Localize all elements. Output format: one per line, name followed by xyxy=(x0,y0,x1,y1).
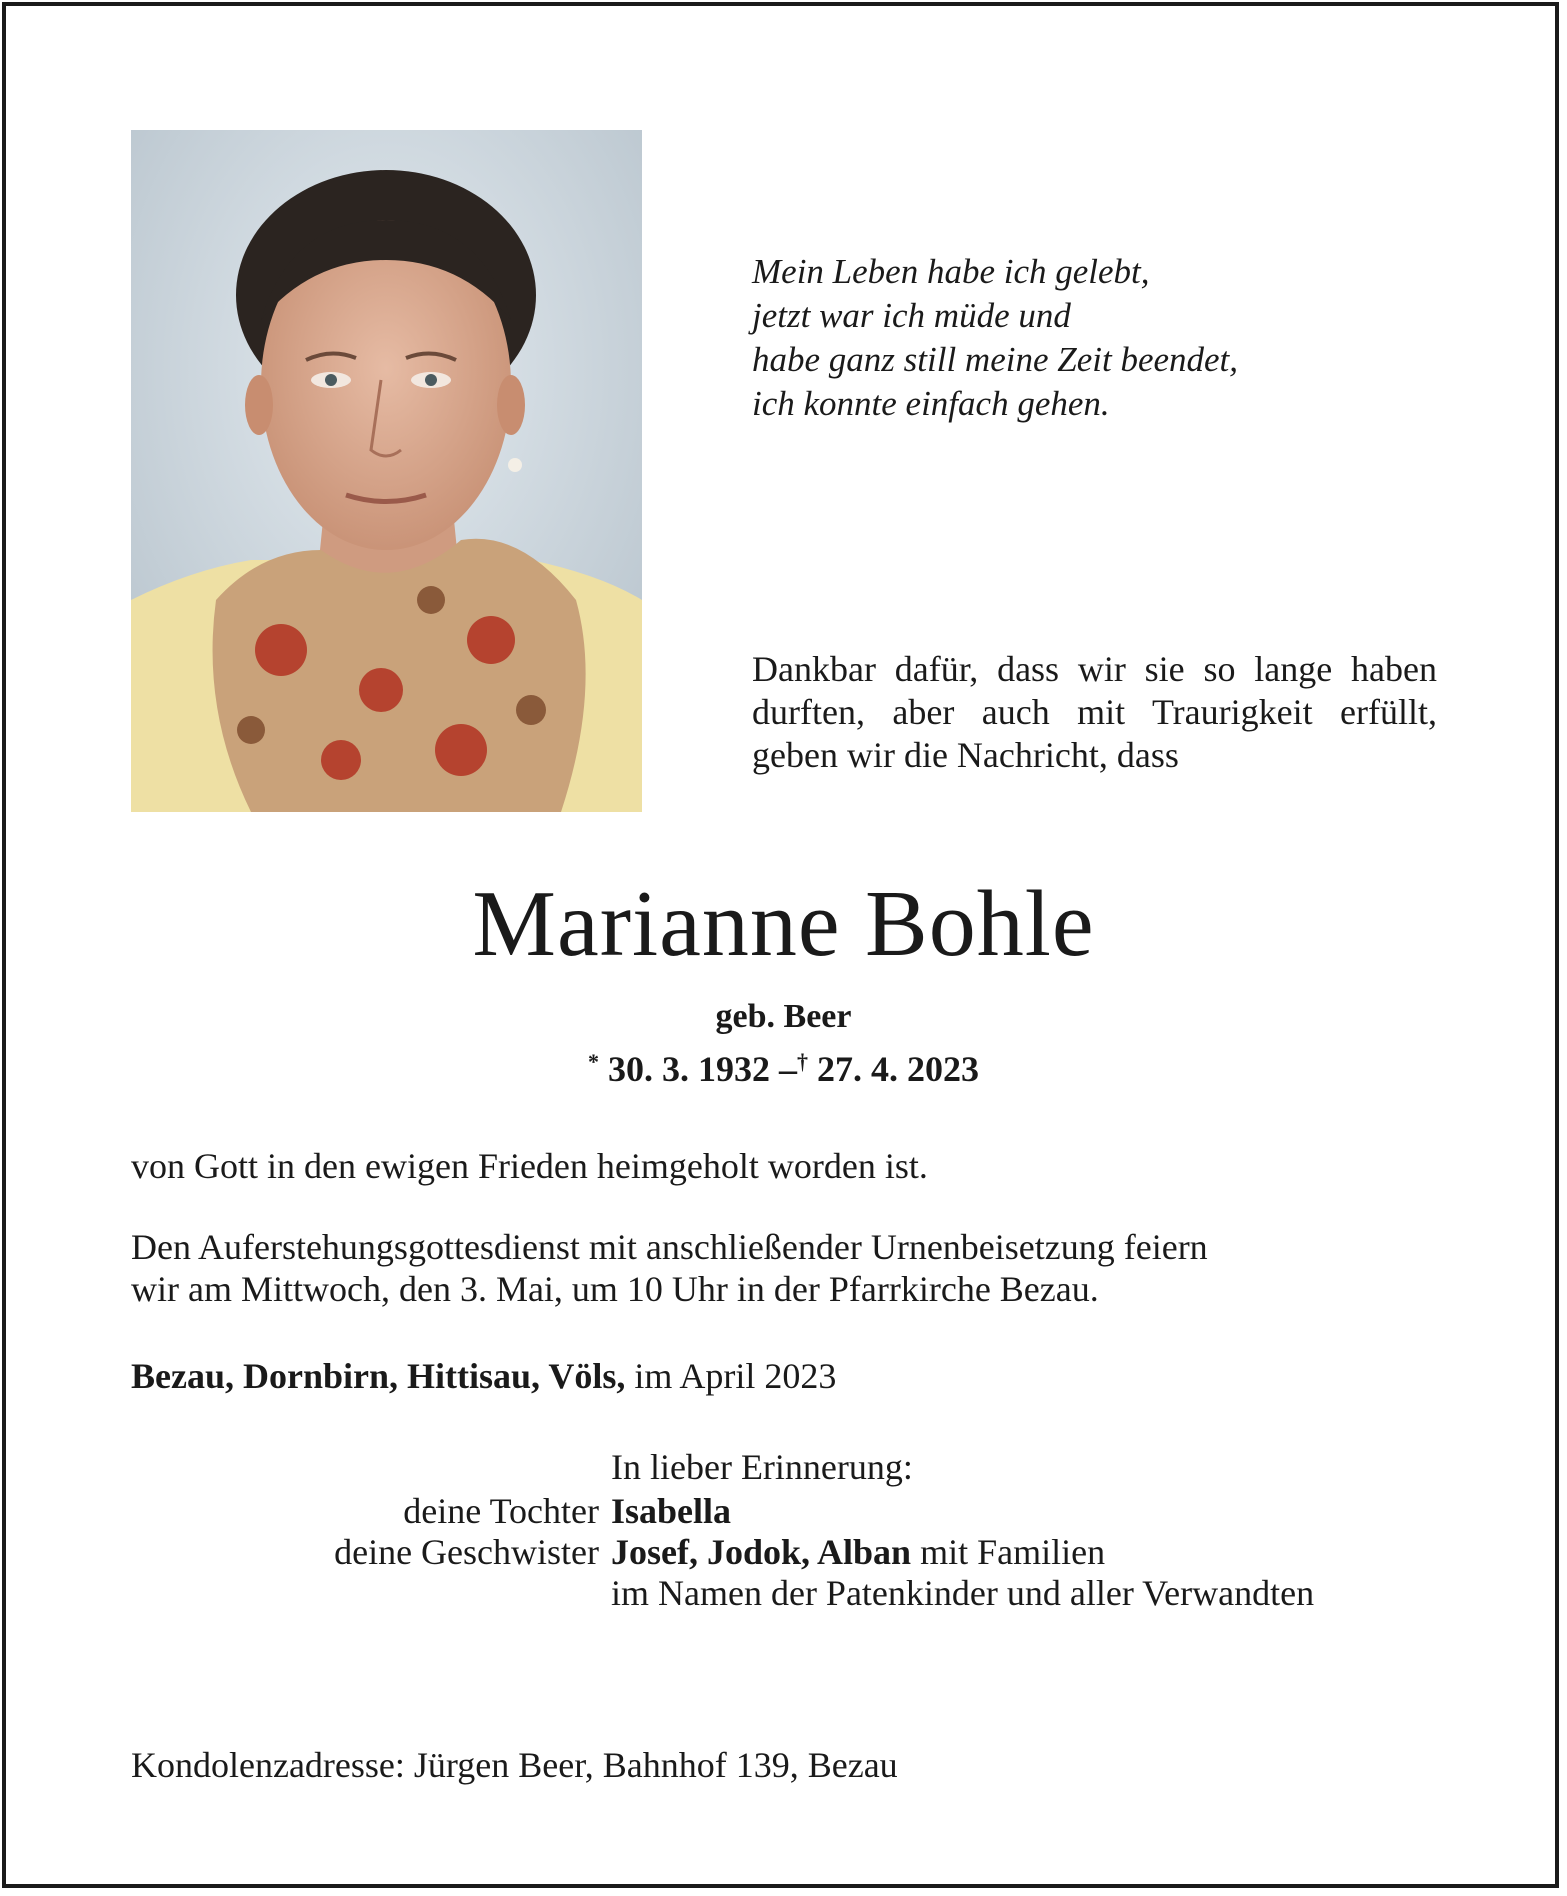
poem xyxy=(752,250,1452,426)
poem-line: jetzt war ich müde und xyxy=(752,296,1071,335)
daughter-label: deine Tochter xyxy=(403,1491,599,1531)
poem-line: Mein Leben habe ich gelebt, xyxy=(752,252,1150,291)
siblings-line xyxy=(611,1531,1105,1572)
poem-line: ich konnte einfach gehen. xyxy=(752,384,1110,423)
siblings-suffix: mit Familien xyxy=(920,1532,1106,1572)
date-separator: – xyxy=(779,1049,797,1089)
others-line: im Namen der Patenkinder und aller Verwandten xyxy=(611,1573,1315,1613)
siblings-label: deine Geschwister xyxy=(334,1532,599,1572)
daughter-name: Isabella xyxy=(611,1491,732,1531)
place-date-line xyxy=(131,1355,1441,1397)
condolence-address: Kondolenzadresse: Jürgen Beer, Bahnhof 139, Bezau xyxy=(131,1745,898,1785)
places: Bezau, Dornbirn, Hittisau, Völs, xyxy=(131,1356,626,1396)
service-line: wir am Mittwoch, den 3. Mai, um 10 Uhr in der Pfarrkirche Bezau. xyxy=(131,1269,1099,1309)
poem-line: habe ganz still meine Zeit beendet, xyxy=(752,340,1239,379)
birth-date: 30. 3. 1932 xyxy=(608,1049,770,1089)
life-dates xyxy=(0,1041,1567,1090)
death-symbol: † xyxy=(797,1049,808,1074)
deceased-name: Marianne Bohle xyxy=(472,872,1095,976)
birth-symbol: * xyxy=(588,1049,599,1074)
service-paragraph xyxy=(131,1226,1441,1310)
siblings-names: Josef, Jodok, Alban xyxy=(611,1532,912,1572)
date-text: im April 2023 xyxy=(634,1356,837,1396)
service-line: Den Auferstehungsgottesdienst mit anschließender Urnenbeisetzung feiern xyxy=(131,1227,1208,1267)
intro-text: Dankbar dafür, dass wir sie so lange haben durften, aber auch mit Traurigkeit erfüllt, geben wir die Nachricht, dass xyxy=(752,649,1437,775)
signatures-heading: In lieber Erinnerung: xyxy=(611,1447,913,1487)
portrait-photo xyxy=(131,130,642,812)
body-line: von Gott in den ewigen Frieden heimgeholt worden ist. xyxy=(131,1146,928,1186)
birth-name: geb. Beer xyxy=(715,998,852,1035)
death-date: 27. 4. 2023 xyxy=(817,1049,979,1089)
signatures xyxy=(131,1446,1441,1613)
